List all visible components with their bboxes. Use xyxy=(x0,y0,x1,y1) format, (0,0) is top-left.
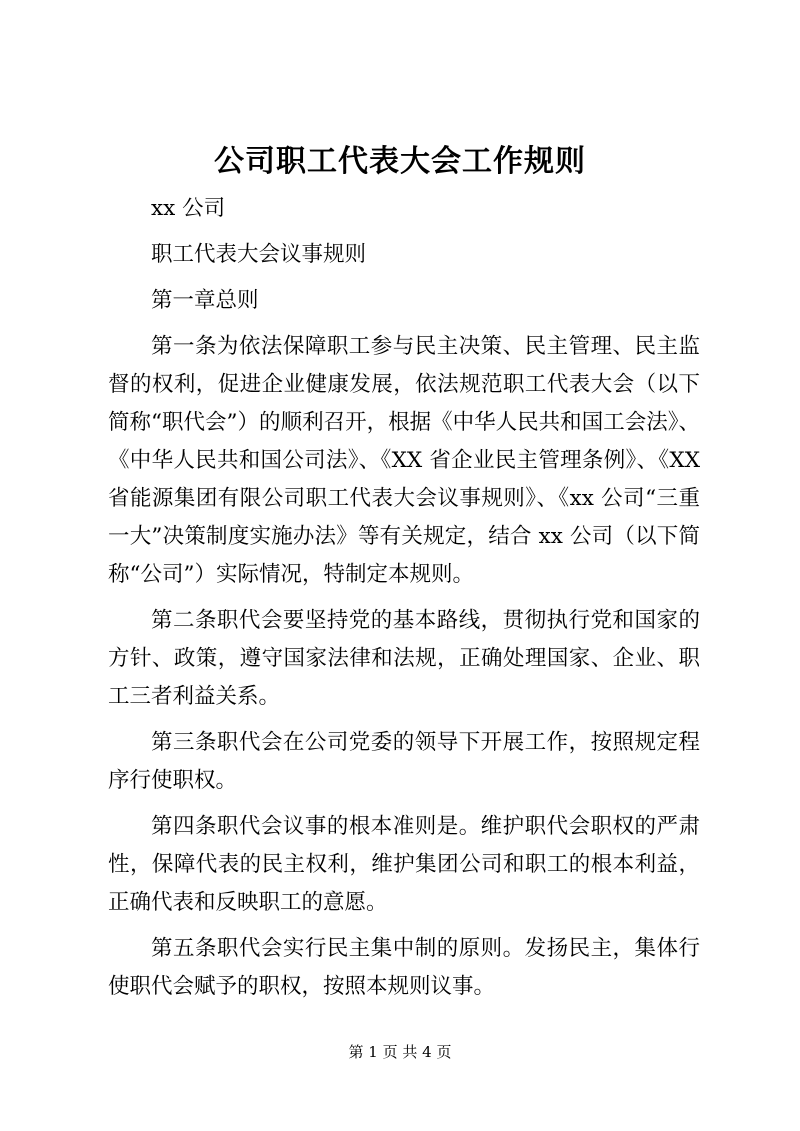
document-body xyxy=(108,190,700,1014)
company-name: xx 公司 xyxy=(151,196,226,221)
page-footer: 第 1 页 共 4 页 xyxy=(348,1043,452,1061)
article-3: 第三条职代会在公司党委的领导下开展工作，按照规定程序行使职权。 xyxy=(108,730,700,793)
document-title: 公司职工代表大会工作规则 xyxy=(214,144,586,179)
article-5: 第五条职代会实行民主集中制的原则。发扬民主，集体行使职代会赋予的职权，按照本规则议事。 xyxy=(108,936,700,999)
article-1: 第一条为依法保障职工参与民主决策、民主管理、民主监督的权利，促进企业健康发展，依法规范职工代表大会（以下简称“职代会”）的顺利召开，根据《中华人民共和国工会法》、《中华人民共和国公司法》、《XX 省企业民主管理条例》、《XX 省能源集团有限公司职工代表大会议事规则》、《xx 公司“三重一大”决策制度实施办法》等有关规定，结合 xx 公司（以下简称“公司”）实际情况，特制定本规则。 xyxy=(108,334,700,587)
article-4: 第四条职代会议事的根本准则是。维护职代会职权的严肃性，保障代表的民主权利，维护集团公司和职工的根本利益，正确代表和反映职工的意愿。 xyxy=(108,814,700,915)
rules-subtitle: 职工代表大会议事规则 xyxy=(151,242,367,267)
chapter-heading: 第一章总则 xyxy=(151,288,259,313)
article-2: 第二条职代会要坚持党的基本路线，贯彻执行党和国家的方针、政策，遵守国家法律和法规，正确处理国家、企业、职工三者利益关系。 xyxy=(108,608,700,709)
